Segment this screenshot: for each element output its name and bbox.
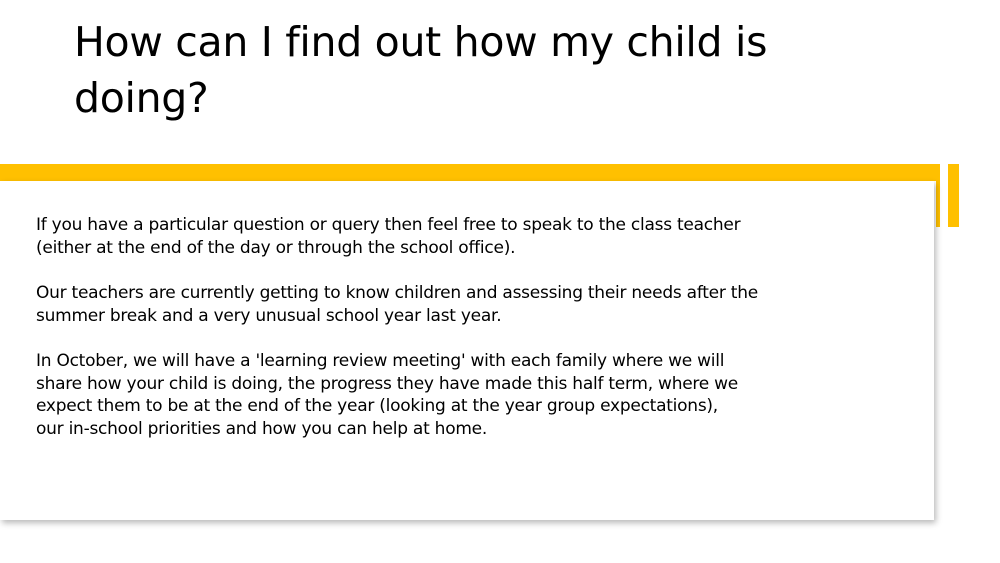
accent-vertical-bar [948, 164, 959, 227]
paragraph-learning-review: In October, we will have a 'learning review meeting' with each family where we will share how your child is doing, the progress they have made this half term, where we expect them to be at the end of the year (looking at the year group expectations), our in-school priorities and how you can help at home. [36, 351, 739, 439]
accent-vertical-thin-bar [936, 181, 940, 227]
accent-bar [0, 164, 940, 181]
slide-title: How can I find out how my child is doing? [74, 18, 768, 122]
content-card [0, 181, 934, 520]
body-text [36, 214, 896, 463]
paragraph-teachers-assessing: Our teachers are currently getting to know children and assessing their needs after the summer break and a very unusual school year last year. [36, 283, 758, 326]
paragraph-class-teacher: If you have a particular question or query then feel free to speak to the class teacher (either at the end of the day or through the school office). [36, 215, 741, 258]
